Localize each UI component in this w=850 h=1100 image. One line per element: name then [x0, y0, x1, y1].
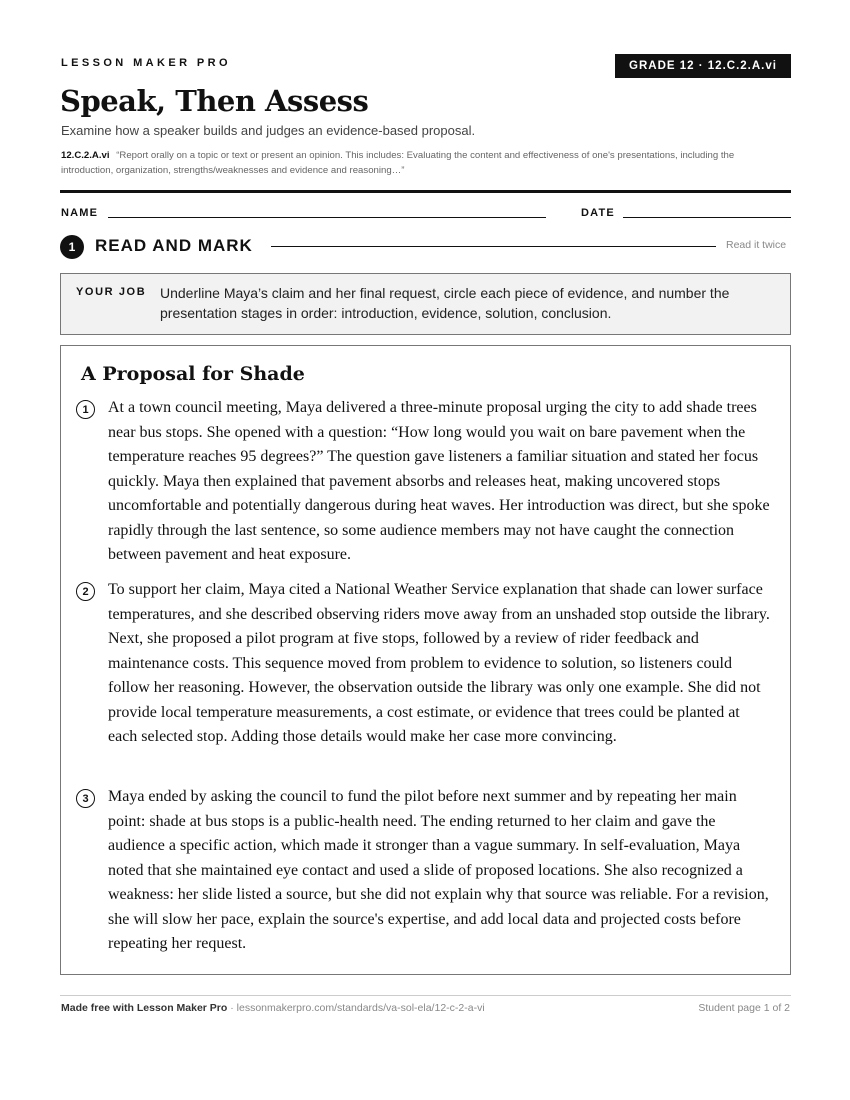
name-label: NAME [61, 207, 99, 219]
section-title: READ AND MARK [95, 236, 253, 255]
page-title: Speak, Then Assess [60, 84, 369, 118]
paragraph-number-2: 2 [76, 582, 95, 601]
footer-made-with: Made free with Lesson Maker Pro [61, 1002, 228, 1014]
standard-description [61, 148, 761, 178]
job-text: Underline Maya’s claim and her final request, circle each piece of evidence, and number the presentation stages in order: introduction, evidence, solution, conclusion. [160, 285, 730, 321]
brand-name: LESSON MAKER PRO [61, 57, 231, 69]
footer-divider [60, 995, 791, 996]
section-number-badge: 1 [60, 235, 84, 259]
page-subtitle: Examine how a speaker builds and judges an evidence-based proposal. [61, 123, 476, 138]
header-divider [60, 190, 791, 193]
passage-title: A Proposal for Shade [81, 363, 305, 385]
paragraph-2: To support her claim, Maya cited a National Weather Service explanation that shade can lower surface temperatures, and she described observing riders move away from an unshaded stop outside the library. Next, she proposed a pilot program at five stops, followed by a review of rider feedback and maintenance costs. This sequence moved from problem to evidence to solution, so listeners could follow her reasoning. However, the observation outside the library was only one example. She did not provide local temperature measurements, a cost estimate, or evidence that trees could be planted at each selected stop. Adding those details would make her case more convincing. [108, 581, 770, 745]
section-divider [271, 246, 716, 247]
reading-passage [60, 345, 791, 975]
section-note: Read it twice [726, 239, 787, 251]
footer-url[interactable]: · lessonmakerpro.com/standards/va-sol-ela/12-c-2-a-vi [227, 1002, 485, 1014]
job-label: YOUR JOB [76, 286, 147, 298]
job-instructions-box [60, 273, 791, 335]
paragraph-3: Maya ended by asking the council to fund the pilot before next summer and by repeating her main point: shade at bus stops is a public-health need. The ending returned to her claim and gave the audience a specific action, which made it stronger than a vague summary. In self-evaluation, Maya noted that she maintained eye contact and used a slide of proposed locations. She also recognized a weakness: her slide listed a source, but she did not explain why that source was reliable. For a revision, she will slow her pace, explain the source's expertise, and add local data and projected costs before repeating her request. [108, 788, 769, 952]
paragraph-number-1: 1 [76, 400, 95, 419]
page-number: Student page 1 of 2 [698, 1002, 790, 1014]
standard-code: 12.C.2.A.vi [61, 150, 110, 161]
date-field[interactable] [623, 217, 791, 218]
grade-badge: GRADE 12 · 12.C.2.A.vi [615, 54, 791, 78]
date-label: DATE [581, 207, 615, 219]
standard-text: “Report orally on a topic or text or present an opinion. This includes: Evaluating the content and effectiveness of one's presentations, including the introduction, organization, strengths/weaknesses and evidence and reasoning…” [61, 150, 735, 176]
paragraph-1: At a town council meeting, Maya delivered a three-minute proposal urging the city to add shade trees near bus stops. She opened with a question: “How long would you wait on bare pavement when the temperature reaches 95 degrees?” The question gave listeners a familiar situation and stated her focus quickly. Maya then explained that pavement absorbs and releases heat, making uncovered stops uncomfortable and potentially dangerous during heat waves. Her introduction was direct, but she spoke rapidly through the last sentence, so some audience members may not have caught the connection between pavement and heat exposure. [108, 399, 770, 563]
footer-credit [61, 1002, 485, 1014]
paragraph-number-3: 3 [76, 789, 95, 808]
name-field[interactable] [108, 217, 546, 218]
